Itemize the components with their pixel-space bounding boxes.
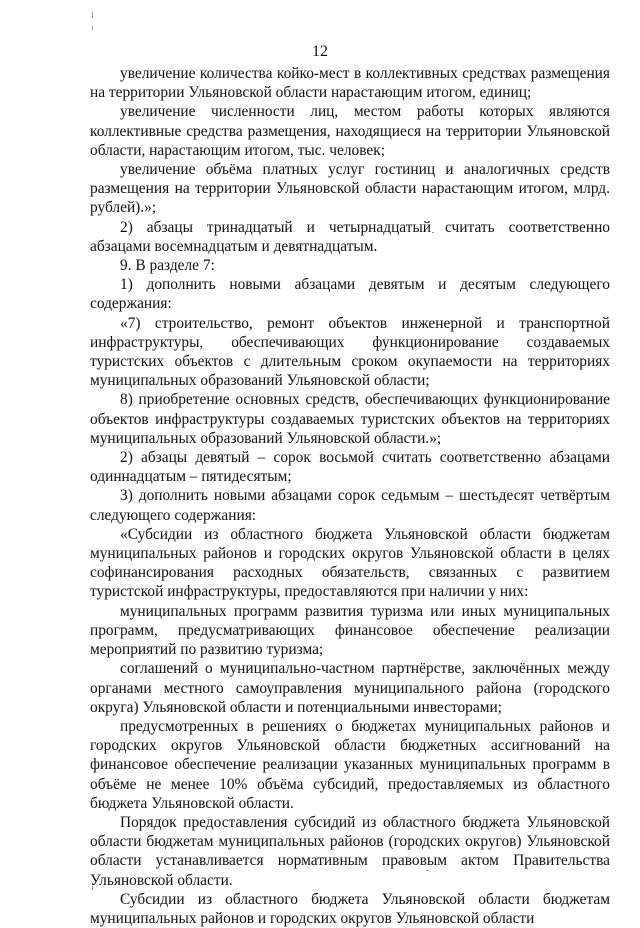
paragraph: увеличение объёма платных услуг гостиниц и аналогичных средств размещения на территории Ульяновской области нарастающим итогом, млрд. рублей).»; bbox=[90, 161, 610, 217]
document-body bbox=[90, 64, 610, 928]
paragraph: 2) абзацы девятый – сорок восьмой считать соответственно абзацами одиннадцатым – пятидесятым; bbox=[90, 449, 610, 486]
paragraph: «Субсидии из областного бюджета Ульяновской области бюджетам муниципальных районов и городских округов Ульяновской области в целях софинансирования расходных обязательств, связанных с развитием туристской инфраструктуры, предоставляются при наличии у них: bbox=[90, 525, 610, 601]
paragraph: Порядок предоставления субсидий из областного бюджета Ульяновской области бюджетам муниципальных районов (городских округов) Ульяновской области устанавливается нормативным правовым актом Правительства Ульяновской области. bbox=[90, 813, 610, 889]
scan-margin-mark bbox=[92, 12, 93, 18]
paragraph: соглашений о муниципально-частном партнёрстве, заключённых между органами местного самоуправления муниципального района (городского округа) Ульяновской области и потенциальными инвесторами; bbox=[90, 660, 610, 716]
paragraph: 3) дополнить новыми абзацами сорок седьмым – шестьдесят четвёртым следующего содержания: bbox=[90, 487, 610, 524]
paragraph: увеличение количества койко-мест в коллективных средствах размещения на территории Ульяновской области нарастающим итогом, единиц; bbox=[90, 65, 610, 102]
paragraph: 2) абзацы тринадцатый и четырнадцатый считать соответственно абзацами восемнадцатым и девятнадцатым. bbox=[90, 218, 610, 255]
paragraph: «7) строительство, ремонт объектов инженерной и транспортной инфраструктуры, обеспечивающих функционирование создаваемых туристских объектов с длительным сроком окупаемости на территориях муниципальных образований Ульяновской области; bbox=[90, 314, 610, 390]
scan-margin-mark bbox=[92, 26, 93, 30]
paragraph: увеличение численности лиц, местом работы которых являются коллективные средства размещения, находящиеся на территории Ульяновской области, нарастающим итогом, тыс. человек; bbox=[90, 103, 610, 159]
paragraph: муниципальных программ развития туризма или иных муниципальных программ, предусматривающих финансовое обеспечение реализации мероприятий по развитию туризма; bbox=[90, 602, 610, 659]
paragraph: Субсидии из областного бюджета Ульяновской области бюджетам муниципальных районов и городских округов Ульяновской области bbox=[90, 890, 610, 927]
page-number: 12 bbox=[312, 43, 328, 60]
paragraph: предусмотренных в решениях о бюджетах муниципальных районов и городских округов Ульяновской области бюджетных ассигнований на финансовое обеспечение реализации указанных муниципальных программ в объёме не менее 10% объёма субсидий, предоставляемых из областного бюджета Ульяновской области. bbox=[90, 717, 610, 812]
paragraph: 8) приобретение основных средств, обеспечивающих функционирование объектов инфраструктуры создаваемых туристских объектов на территориях муниципальных образований Ульяновской области.»; bbox=[90, 391, 610, 447]
paragraph: 1) дополнить новыми абзацами девятым и десятым следующего содержания: bbox=[90, 276, 610, 313]
paragraph: 9. В разделе 7: bbox=[120, 257, 215, 275]
